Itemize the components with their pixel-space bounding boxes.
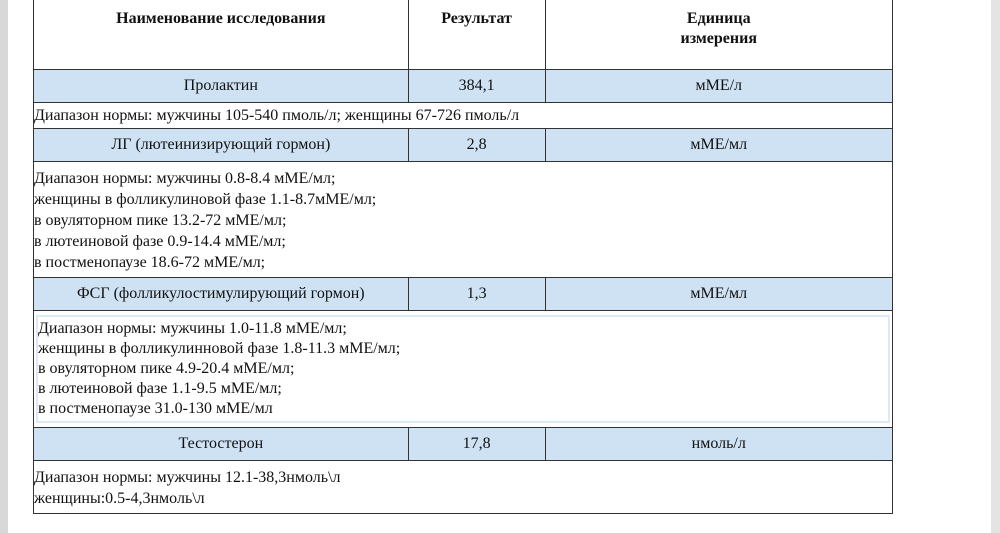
norm-line: в лютеиновой фазе 1.1-9.5 мМЕ/мл;: [38, 380, 282, 397]
norm-row-fsh: [34, 311, 893, 428]
right-scrollbar[interactable]: [991, 0, 1000, 533]
norm-line: в овуляторном пике 4.9-20.4 мМЕ/мл;: [38, 360, 295, 377]
table-header: [34, 0, 893, 70]
norm-row-testosterone: [34, 461, 893, 514]
test-unit: нмоль/л: [545, 428, 893, 461]
header-unit-line: измерения: [680, 30, 757, 47]
test-unit: мМЕ/мл: [545, 129, 893, 162]
test-name: ФСГ (фолликулостимулирующий гормон): [34, 278, 409, 311]
test-name: Тестостерон: [34, 428, 409, 461]
norm-line: Диапазон нормы: мужчины 0.8-8.4 мМЕ/мл;: [34, 170, 336, 187]
table-row-lh: [34, 129, 893, 162]
header-unit: [545, 0, 893, 70]
test-unit: мМЕ/л: [545, 70, 893, 103]
test-result: 2,8: [408, 129, 545, 162]
norm-line: Диапазон нормы: мужчины 12.1-38,3нмоль\л: [34, 469, 341, 486]
header-test-name: Наименование исследования: [34, 0, 409, 70]
table-row-testosterone: [34, 428, 893, 461]
test-unit: мМЕ/мл: [545, 278, 893, 311]
test-name: Пролактин: [34, 70, 409, 103]
test-result: 1,3: [408, 278, 545, 311]
lab-results-table: [33, 0, 893, 514]
test-result: 384,1: [408, 70, 545, 103]
norm-line: женщины в фолликулиновой фазе 1.1-8.7мМЕ/мл;: [34, 191, 377, 208]
norm-line: в овуляторном пике 13.2-72 мМЕ/мл;: [34, 212, 287, 229]
norm-line: в постменопаузе 18.6-72 мМЕ/мл;: [34, 254, 266, 271]
norm-line: в постменопаузе 31.0-130 мМЕ/мл: [38, 400, 273, 417]
header-unit-line: Единица: [686, 10, 751, 27]
norm-line: женщины в фолликулинновой фазе 1.8-11.3 мМЕ/мл;: [38, 340, 401, 357]
norm-row-lh: [34, 162, 893, 278]
norm-row-prolactin: [34, 103, 893, 129]
norm-line: Диапазон нормы: мужчины 105-540 пмоль/л; женщины 67-726 пмоль/л: [34, 107, 520, 124]
norm-line: женщины:0.5-4,3нмоль\л: [34, 490, 205, 507]
test-result: 17,8: [408, 428, 545, 461]
table-row-prolactin: [34, 70, 893, 103]
header-result: Результат: [408, 0, 545, 70]
left-margin: [0, 0, 8, 533]
test-name: ЛГ (лютеинизирующий гормон): [34, 129, 409, 162]
norm-line: Диапазон нормы: мужчины 1.0-11.8 мМЕ/мл;: [38, 320, 347, 337]
norm-line: в лютеиновой фазе 0.9-14.4 мМЕ/мл;: [34, 233, 286, 250]
table-row-fsh: [34, 278, 893, 311]
